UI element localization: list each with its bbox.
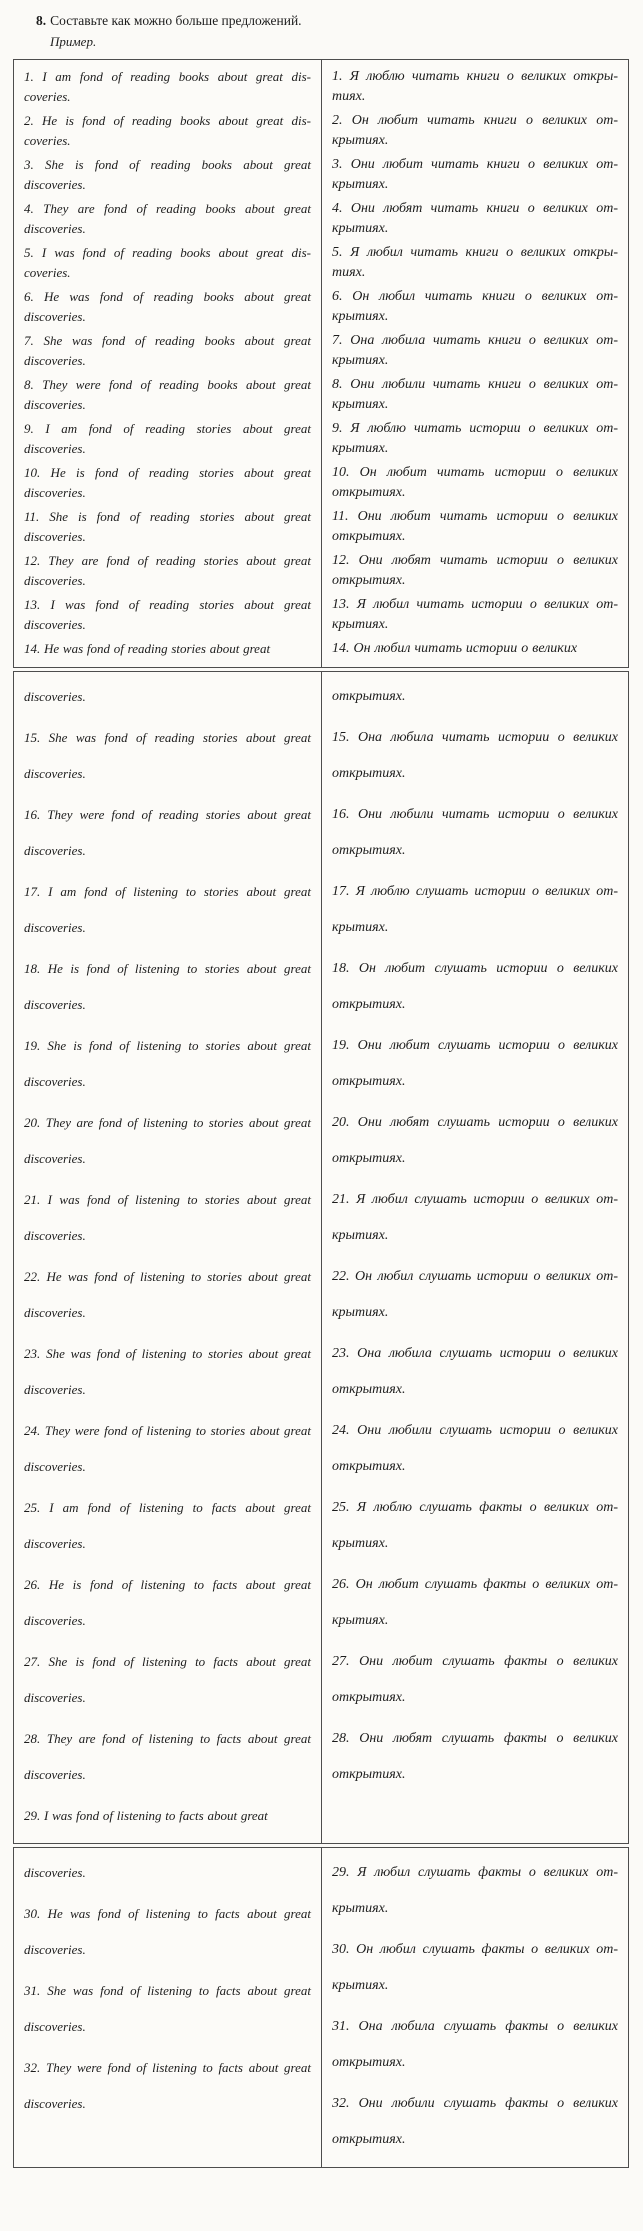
sentence-en: 7. She was fond of reading books about great discoveries. [24, 333, 311, 368]
sentence-en: 16. They were fond of reading stories about great discoveries. [24, 807, 311, 858]
sentence-ru: 22. Он любил слушать истории о великих от-крытиях. [332, 1269, 618, 1320]
russian-column [321, 60, 628, 667]
sentence-ru: 23. Она любила слушать истории о великих открытиях. [332, 1346, 618, 1397]
english-column [14, 672, 321, 1843]
sentence-ru: 11. Они любит читать истории о великих открытиях. [332, 509, 618, 544]
sentence-en: 31. She was fond of listening to facts about great discoveries. [24, 1983, 311, 2034]
sentence-en: 19. She is fond of listening to stories about great discoveries. [24, 1038, 311, 1089]
sentence-ru: 24. Они любили слушать истории о великих открытиях. [332, 1423, 618, 1474]
sentence-ru: 1. Я люблю читать книги о великих откры-тиях. [332, 69, 618, 104]
sentence-en: 21. I was fond of listening to stories about great discoveries. [24, 1192, 311, 1243]
sentence-en: discoveries. [24, 689, 86, 704]
sentence-en: 27. She is fond of listening to facts about great discoveries. [24, 1654, 311, 1705]
russian-column [321, 672, 628, 1843]
sentence-en: 9. I am fond of reading stories about great discoveries. [24, 421, 311, 456]
sentence-en: 14. He was fond of reading stories about great [24, 641, 271, 656]
sentence-ru: 6. Он любил читать книги о великих от-крытиях. [332, 289, 618, 324]
sentence-en: discoveries. [24, 1865, 86, 1880]
sentence-ru: 12. Они любят читать истории о великих открытиях. [332, 553, 618, 588]
sentence-en: 11. She is fond of reading stories about great discoveries. [24, 509, 311, 544]
sentence-ru: 2. Он любит читать книги о великих от-крытиях. [332, 113, 618, 148]
sentence-en: 26. He is fond of listening to facts about great discoveries. [24, 1577, 311, 1628]
sentence-en: 2. He is fond of reading books about great dis-coveries. [24, 113, 311, 148]
russian-column [321, 1848, 628, 2167]
sentence-en: 25. I am fond of listening to facts about great discoveries. [24, 1500, 311, 1551]
sentence-en: 18. He is fond of listening to stories about great discoveries. [24, 961, 311, 1012]
sentence-ru: 27. Они любит слушать факты о великих открытиях. [332, 1654, 618, 1705]
sentence-en: 12. They are fond of reading stories about great discoveries. [24, 553, 311, 588]
sentence-en: 24. They were fond of listening to stories about great discoveries. [24, 1423, 311, 1474]
sentence-ru: 13. Я любил читать истории о великих от-крытиях. [332, 597, 618, 632]
sentence-ru: 31. Она любила слушать факты о великих открытиях. [332, 2019, 618, 2070]
sentence-ru: 16. Они любили читать истории о великих открытиях. [332, 807, 618, 858]
sentence-en: 23. She was fond of listening to stories about great discoveries. [24, 1346, 311, 1397]
sentence-ru: 25. Я люблю слушать факты о великих от-крытиях. [332, 1500, 618, 1551]
sentence-en: 30. He was fond of listening to facts about great discoveries. [24, 1906, 311, 1957]
translation-table-part-2 [13, 671, 629, 1844]
sentence-ru: 3. Они любит читать книги о великих от-крытиях. [332, 157, 618, 192]
sentence-en: 17. I am fond of listening to stories about great discoveries. [24, 884, 311, 935]
sentence-ru: 19. Они любит слушать истории о великих открытиях. [332, 1038, 618, 1089]
sentence-en: 15. She was fond of reading stories about great discoveries. [24, 730, 311, 781]
sentence-ru: 18. Он любит слушать истории о великих открытиях. [332, 961, 618, 1012]
sentence-ru: 29. Я любил слушать факты о великих от-крытиях. [332, 1865, 618, 1916]
exercise-title: Составьте как можно больше предложений. [50, 13, 302, 28]
english-column [14, 60, 321, 667]
sentence-ru: 20. Они любят слушать истории о великих открытиях. [332, 1115, 618, 1166]
sentence-en: 28. They are fond of listening to facts about great discoveries. [24, 1731, 311, 1782]
sentence-en: 29. I was fond of listening to facts about great [24, 1808, 268, 1823]
sentence-en: 6. He was fond of reading books about great discoveries. [24, 289, 311, 324]
sentence-en: 4. They are fond of reading books about great discoveries. [24, 201, 311, 236]
sentence-en: 8. They were fond of reading books about great discoveries. [24, 377, 311, 412]
sentence-ru: 9. Я люблю читать истории о великих от-крытиях. [332, 421, 618, 456]
translation-table-part-3 [13, 1847, 629, 2168]
sentence-en: 5. I was fond of reading books about great dis-coveries. [24, 245, 311, 280]
sentence-en: 20. They are fond of listening to stories about great discoveries. [24, 1115, 311, 1166]
sentence-ru: 14. Он любил читать истории о великих [332, 641, 578, 656]
sentence-ru: 4. Они любят читать книги о великих от-крытиях. [332, 201, 618, 236]
sentence-ru: 5. Я любил читать книги о великих откры-тиях. [332, 245, 618, 280]
sentence-ru: 32. Они любили слушать факты о великих открытиях. [332, 2096, 618, 2147]
sentence-ru: 15. Она любила читать истории о великих открытиях. [332, 730, 618, 781]
sentence-ru: 26. Он любит слушать факты о великих от-крытиях. [332, 1577, 618, 1628]
sentence-en: 13. I was fond of reading stories about great discoveries. [24, 597, 311, 632]
exercise-heading [36, 12, 643, 29]
sentence-ru: открытиях. [332, 689, 406, 704]
translation-table-part-1 [13, 59, 629, 668]
sentence-ru: 21. Я любил слушать истории о великих от-крытиях. [332, 1192, 618, 1243]
sentence-ru: 28. Они любят слушать факты о великих открытиях. [332, 1731, 618, 1782]
english-column [14, 1848, 321, 2167]
sentence-en: 10. He is fond of reading stories about great discoveries. [24, 465, 311, 500]
exercise-number: 8. [36, 13, 47, 28]
sentence-ru: 8. Они любили читать книги о великих от-крытиях. [332, 377, 618, 412]
sentence-ru: 30. Он любил слушать факты о великих от-крытиях. [332, 1942, 618, 1993]
sentence-ru: 10. Он любит читать истории о великих открытиях. [332, 465, 618, 500]
sentence-ru: 17. Я люблю слушать истории о великих от-крытиях. [332, 884, 618, 935]
sentence-ru: 7. Она любила читать книги о великих от-крытиях. [332, 333, 618, 368]
example-label: Пример. [50, 34, 97, 49]
sentence-en: 32. They were fond of listening to facts about great discoveries. [24, 2060, 311, 2111]
sentence-en: 3. She is fond of reading books about great discoveries. [24, 157, 311, 192]
sentence-en: 22. He was fond of listening to stories about great discoveries. [24, 1269, 311, 1320]
sentence-en: 1. I am fond of reading books about great dis-coveries. [24, 69, 311, 104]
